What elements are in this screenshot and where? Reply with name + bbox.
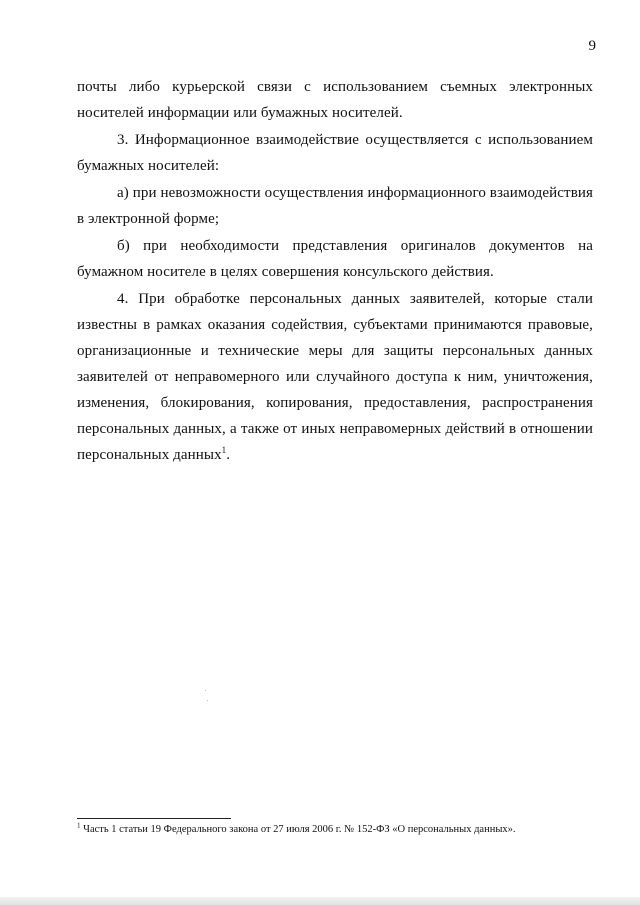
footnote-separator xyxy=(77,818,231,819)
footnote-marker: 1 xyxy=(77,821,81,830)
scan-edge xyxy=(0,897,640,905)
paragraph-subitem-b: б) при необходимости представления оригиналов документов на бумажном носителе в целях совершения консульского действия. xyxy=(77,238,593,280)
scan-speck xyxy=(207,700,208,701)
document-body xyxy=(77,74,593,468)
paragraph-subitem-a: а) при невозможности осуществления информационного взаимодействия в электронной форме; xyxy=(77,185,593,227)
page-number: 9 xyxy=(588,38,596,54)
paragraph-item-4-end: . xyxy=(226,447,231,463)
paragraph-item-4 xyxy=(77,286,593,468)
paragraph-item-4-text: 4. При обработке персональных данных заявителей, которые стали известны в рамках оказания содействия, субъектами принимаются правовые, организационные и технические меры для защиты персональных данных заявителей от неправомерного или случайного доступа к ним, уничтожения, изменения, блокирования, копирования, предоставления, распространения персональных данных, а также от иных неправомерных действий в отношении персональных данных xyxy=(77,291,593,463)
paragraph-item-3: 3. Информационное взаимодействие осуществляется с использованием бумажных носителей: xyxy=(77,132,593,174)
footnote-reference: 1 xyxy=(221,445,227,455)
footnote xyxy=(77,823,597,837)
footnote-text: Часть 1 статьи 19 Федерального закона от 27 июля 2006 г. № 152-ФЗ «О персональных данных». xyxy=(80,824,516,835)
scan-speck xyxy=(205,690,206,691)
paragraph-continuation: почты либо курьерской связи с использованием съемных электронных носителей информации или бумажных носителей. xyxy=(77,79,593,121)
